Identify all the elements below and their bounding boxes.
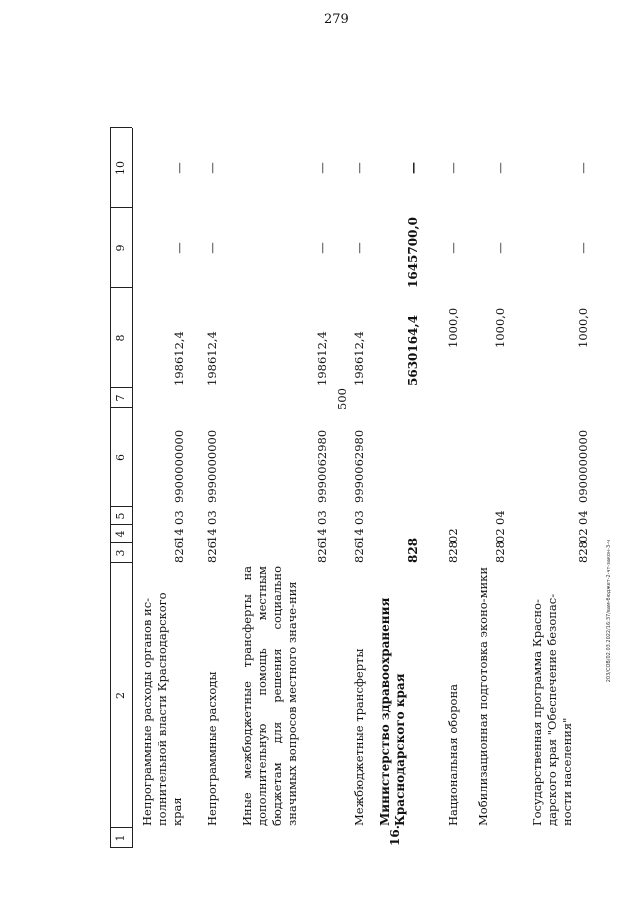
row-name: Межбюджетные трансферты bbox=[352, 648, 366, 826]
row-col10: — bbox=[205, 162, 219, 174]
row-col5: 03 bbox=[315, 510, 329, 525]
header-col-2: 2 bbox=[114, 692, 127, 699]
header-col-8: 8 bbox=[114, 334, 127, 342]
row-col3: 826 bbox=[352, 541, 366, 563]
row-col8: 1000,0 bbox=[576, 307, 590, 348]
header-col-6: 6 bbox=[114, 454, 127, 461]
row-col10: — bbox=[446, 162, 460, 174]
row-col6: 9900000000 bbox=[172, 429, 186, 503]
row-col4: 14 bbox=[315, 528, 329, 543]
row-col4: 14 bbox=[352, 528, 366, 543]
header-col-3: 3 bbox=[114, 549, 127, 557]
row-col8: 198612,4 bbox=[352, 331, 366, 386]
row-col9: — bbox=[352, 242, 366, 254]
row-col5: 03 bbox=[172, 510, 186, 525]
row-name: Непрограммные расходы bbox=[205, 671, 219, 826]
header-col-9: 9 bbox=[114, 244, 127, 252]
row-col6: 0900000000 bbox=[576, 429, 590, 503]
row-col10: — bbox=[352, 162, 366, 174]
row-col4: 14 bbox=[205, 528, 219, 543]
budget-table bbox=[110, 40, 600, 848]
row-col8: 198612,4 bbox=[315, 331, 329, 386]
row-col7: 500 bbox=[335, 388, 349, 410]
row-col5: 04 bbox=[576, 510, 590, 525]
row-name: Иные межбюджетные трансферты на дополнительную помощь местным бюджетам для решения социально значимых вопросов местного значе-ния bbox=[240, 566, 299, 826]
row-col10: — bbox=[315, 162, 329, 174]
row-col5: 03 bbox=[352, 510, 366, 525]
row-name: Непрограммные расходы органов ис-полнительной власти Краснодарского края bbox=[140, 592, 184, 826]
row-name: Национальная оборона bbox=[446, 684, 460, 826]
row-col9: — bbox=[172, 242, 186, 254]
header-col-10: 10 bbox=[114, 161, 127, 175]
row-col3: 828 bbox=[493, 541, 507, 563]
row-col9: — bbox=[576, 242, 590, 254]
header-bottom-border bbox=[132, 128, 133, 848]
row-col8: 1000,0 bbox=[493, 307, 507, 348]
table-top-border bbox=[110, 128, 111, 848]
row-col9: — bbox=[446, 242, 460, 254]
header-col-1: 1 bbox=[114, 834, 127, 842]
row-col3: 826 bbox=[315, 541, 329, 563]
row-col4: 02 bbox=[576, 528, 590, 543]
row-col10: — bbox=[172, 162, 186, 174]
row-col3: 826 bbox=[205, 541, 219, 563]
row-col6: 9990062980 bbox=[352, 429, 366, 503]
row-col9: — bbox=[315, 242, 329, 254]
row-col10: — bbox=[406, 162, 420, 174]
row-col4: 02 bbox=[446, 528, 460, 543]
row-col3: 826 bbox=[172, 541, 186, 563]
row-name: Государственная программа Красно-дарского края "Обеспечение безопас-ности населения" bbox=[530, 593, 574, 826]
row-col8: 5630164,4 bbox=[406, 315, 420, 386]
document-side-code: 203/СОВ/02.03.2022/16:37/вам-бюджет-2-чт-закон-3-ч bbox=[606, 540, 612, 683]
row-name: Министерство здравоохранения Краснодарского края bbox=[378, 597, 407, 826]
row-col8: 198612,4 bbox=[172, 331, 186, 386]
row-col9: — bbox=[493, 242, 507, 254]
row-col3: 828 bbox=[446, 541, 460, 563]
row-number: 16. bbox=[388, 825, 402, 846]
row-col6: 9990000000 bbox=[205, 429, 219, 503]
row-col4: 02 bbox=[493, 528, 507, 543]
row-col6: 9990062980 bbox=[315, 429, 329, 503]
header-col-5: 5 bbox=[114, 512, 127, 520]
row-col8: 1000,0 bbox=[446, 307, 460, 348]
row-col10: — bbox=[576, 162, 590, 174]
page-number: 279 bbox=[324, 12, 349, 27]
row-col5: 04 bbox=[493, 510, 507, 525]
header-col-4: 4 bbox=[114, 530, 127, 538]
row-col8: 198612,4 bbox=[205, 331, 219, 386]
row-col3: 828 bbox=[576, 541, 590, 563]
row-name: Мобилизационная подготовка эконо-мики bbox=[476, 566, 490, 826]
row-col10: — bbox=[493, 162, 507, 174]
row-col5: 03 bbox=[205, 510, 219, 525]
row-col4: 14 bbox=[172, 528, 186, 543]
header-col-7: 7 bbox=[114, 394, 127, 402]
row-col9: — bbox=[205, 242, 219, 254]
row-col3: 828 bbox=[406, 537, 420, 563]
row-col9: 1645700,0 bbox=[406, 217, 420, 288]
